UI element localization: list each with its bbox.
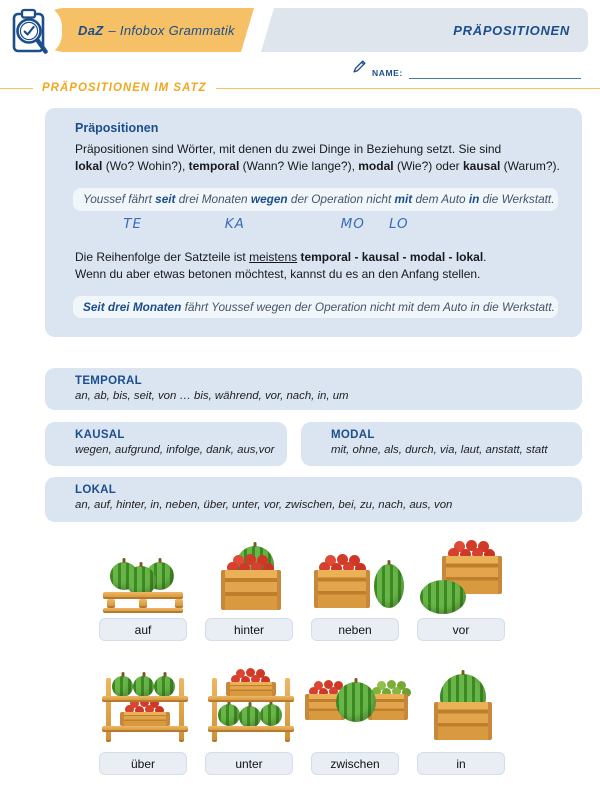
name-label: NAME: <box>372 68 403 78</box>
crate-icon <box>314 570 370 608</box>
preposition-label: vor <box>417 618 505 641</box>
gallery-item-in <box>408 668 514 775</box>
category-title: MODAL <box>331 429 375 441</box>
gallery-item-vor <box>408 540 514 641</box>
section-heading <box>0 82 600 94</box>
category-box-temporal <box>45 368 582 410</box>
order-line-1: Die Reihenfolge der Satzteile ist meistens temporal - kausal - modal - lokal. <box>75 249 487 264</box>
clipboard-magnifier-icon <box>9 7 53 62</box>
category-words: wegen, aufgrund, infolge, dank, aus,vor <box>75 444 275 456</box>
preposition-label: zwischen <box>311 752 399 775</box>
watermelons-above-tomato-shelf-illustration <box>90 668 196 752</box>
watermelons-under-tomato-shelf-illustration <box>196 668 302 752</box>
heading-rule-right <box>216 88 600 89</box>
page-title: PRÄPOSITIONEN <box>453 22 570 38</box>
category-words: an, ab, bis, seit, von … bis, während, vor, nach, in, um <box>75 390 349 402</box>
category-words: mit, ohne, als, durch, via, laut, anstatt, statt <box>331 444 548 456</box>
gallery-item-neben <box>302 540 408 641</box>
gallery-item-auf <box>90 540 196 641</box>
gallery-item-unter <box>196 668 302 775</box>
order-paragraph <box>75 249 558 283</box>
infobox-title: Präpositionen <box>75 121 159 135</box>
category-box-kausal <box>45 422 287 466</box>
tag-temporal: TE <box>123 215 143 232</box>
order-line-2: Wenn du aber etwas betonen möchtest, kannst du es an den Anfang stellen. <box>75 266 481 281</box>
gallery-item-zwischen <box>302 668 408 775</box>
handwritten-tags-row <box>75 213 558 233</box>
watermelon-icon <box>336 682 376 722</box>
preposition-label: neben <box>311 618 399 641</box>
gallery-item-hinter <box>196 540 302 641</box>
crate-icon <box>221 570 281 610</box>
example-sentence-1: Youssef fährt seit drei Monaten wegen der Operation nicht mit dem Auto in die Werkstatt. <box>73 188 558 211</box>
watermelon-between-crates-illustration <box>302 668 408 752</box>
preposition-label: hinter <box>205 618 293 641</box>
watermelon-in-crate-illustration <box>408 668 514 752</box>
name-input-line[interactable] <box>409 66 581 79</box>
shelf-icon <box>196 668 302 752</box>
watermelon-behind-crate-illustration <box>196 540 302 618</box>
watermelon-icon <box>420 580 466 614</box>
section-title: PRÄPOSITIONEN IM SATZ <box>42 82 207 94</box>
preposition-gallery-row-1 <box>90 540 514 641</box>
preposition-label: in <box>417 752 505 775</box>
category-words: an, auf, hinter, in, neben, über, unter, vor, zwischen, bei, zu, nach, aus, von <box>75 499 453 511</box>
gallery-item-ueber <box>90 668 196 775</box>
brand-subtitle: – Infobox Grammatik <box>108 22 235 38</box>
grammar-infobox <box>45 108 582 337</box>
tag-lokal: LO <box>388 215 409 232</box>
watermelon-icon <box>374 564 404 608</box>
preposition-gallery-row-2 <box>90 668 514 775</box>
intro-line-2: lokal (Wo? Wohin?), temporal (Wann? Wie lange?), modal (Wie?) oder kausal (Warum?). <box>75 158 560 173</box>
pallet-icon <box>90 540 196 618</box>
tag-kausal: KA <box>224 215 245 232</box>
name-field-row <box>352 59 581 79</box>
preposition-label: auf <box>99 618 187 641</box>
example-sentence-2: Seit drei Monaten fährt Youssef wegen der Operation nicht mit dem Auto in die Werkstatt. <box>73 296 558 319</box>
preposition-label: über <box>99 752 187 775</box>
watermelon-beside-crate-illustration <box>302 540 408 618</box>
category-title: TEMPORAL <box>75 375 142 387</box>
tag-modal: MO <box>340 215 365 232</box>
shelf-icon <box>90 668 196 752</box>
heading-rule-left <box>0 88 33 89</box>
category-box-modal <box>301 422 582 466</box>
watermelons-on-pallet-illustration <box>90 540 196 618</box>
category-title: KAUSAL <box>75 429 125 441</box>
watermelon-in-front-of-crate-illustration <box>408 540 514 618</box>
pencil-icon <box>352 59 367 79</box>
brand-name: DaZ <box>78 22 104 38</box>
category-box-lokal <box>45 477 582 522</box>
brand-title <box>78 8 235 52</box>
category-title: LOKAL <box>75 484 117 496</box>
preposition-label: unter <box>205 752 293 775</box>
crate-icon <box>434 702 492 740</box>
intro-line-1: Präpositionen sind Wörter, mit denen du zwei Dinge in Beziehung setzt. Sie sind <box>75 141 502 156</box>
